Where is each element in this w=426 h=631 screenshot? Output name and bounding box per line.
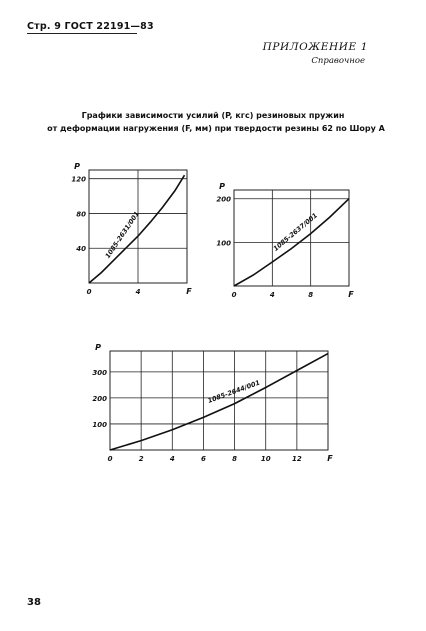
series-label: 1085-2644/001 [206,378,262,405]
x-tick-label: 2 [138,455,144,463]
x-tick-label: 0 [231,291,237,299]
chart-3 [86,340,346,470]
y-tick-label: 100 [92,420,107,429]
chart-2 [218,180,358,300]
series-line [110,354,328,450]
series-label: 1085-2637/001 [271,211,319,253]
caption-line-1: Графики зависимости усилий (P, кгс) резиновых пружин [81,111,345,120]
x-tick-label: 8 [232,455,238,463]
y-axis-label: P [74,162,80,171]
chart-1 [60,160,200,300]
x-tick-label: 4 [135,288,141,296]
header-rule [27,33,137,34]
x-axis-label: F [186,287,192,296]
y-tick-label: 120 [71,175,86,184]
x-tick-label: 4 [169,455,175,463]
x-tick-label: 10 [260,455,271,463]
x-tick-label: 0 [107,455,113,463]
y-tick-label: 80 [76,210,86,219]
page-header: Стр. 9 ГОСТ 22191—83 [27,21,154,32]
x-tick-label: 4 [269,291,275,299]
y-tick-label: 100 [216,239,231,248]
caption-line-2: от деформации нагружения (F, мм) при твердости резины 62 по Шору А [47,124,385,133]
y-tick-label: 300 [92,368,107,377]
y-axis-label: P [219,182,225,191]
y-tick-label: 40 [76,245,86,254]
x-axis-label: F [348,290,354,299]
y-tick-label: 200 [92,394,107,403]
series-line [89,175,185,283]
x-tick-label: 8 [308,291,314,299]
y-tick-label: 200 [216,195,231,204]
appendix-subtitle: Справочное [311,56,365,66]
y-axis-label: P [95,343,101,352]
page-number: 38 [27,597,41,608]
series-label: 1085-2631/001 [103,209,141,260]
x-axis-label: F [327,454,333,463]
x-tick-label: 6 [200,455,206,463]
x-tick-label: 12 [291,455,302,463]
x-tick-label: 0 [86,288,92,296]
appendix-title: ПРИЛОЖЕНИЕ 1 [262,41,368,53]
